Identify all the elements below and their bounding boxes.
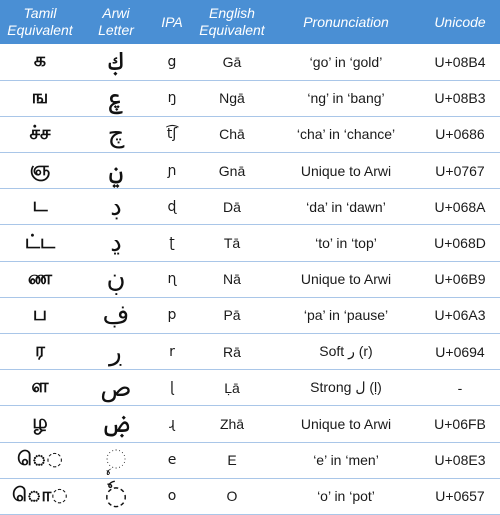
english-cell: E: [227, 452, 237, 469]
ipa-cell: ɳ: [167, 271, 177, 288]
pronunciation-cell: ‘pa’ in ‘pause’: [303, 307, 389, 324]
table-row: [0, 153, 500, 189]
arwi-cell: ࢳ: [108, 83, 124, 114]
english-cell: Chā: [219, 126, 245, 143]
ipa-cell: o: [167, 488, 177, 505]
english-cell: Gā: [222, 53, 242, 70]
table-row: [0, 478, 500, 514]
table-row: [0, 44, 500, 80]
tamil-cell: ட: [32, 194, 48, 217]
english-cell: Rā: [223, 343, 241, 360]
arwi-cell: ص: [100, 372, 132, 403]
table-row: [0, 442, 500, 478]
unicode-cell: U+0694: [435, 343, 485, 360]
tamil-cell: ப: [32, 302, 48, 325]
table-row: [0, 370, 500, 406]
pronunciation-cell: Unique to Arwi: [300, 415, 392, 432]
arwi-cell: ◌ࣣ: [105, 444, 127, 475]
header-english-equivalent: English Equivalent: [199, 5, 265, 38]
unicode-cell: U+08B4: [434, 53, 486, 70]
english-cell: Pā: [223, 307, 241, 324]
arwi-cell: ݧ: [108, 155, 124, 186]
unicode-cell: U+08B3: [434, 90, 486, 107]
ipa-cell: t͡ʃ: [166, 126, 178, 143]
tamil-cell: க: [33, 49, 47, 72]
arwi-cell: ڊ: [110, 191, 122, 222]
arwi-cell: ◌ٗ: [104, 481, 128, 512]
table-row: [0, 189, 500, 225]
table-row: [0, 334, 500, 370]
english-cell: O: [226, 488, 238, 505]
tamil-cell: ஞ: [29, 158, 51, 181]
ipa-cell: ɖ: [167, 198, 177, 215]
pronunciation-cell: ‘e’ in ‘men’: [313, 452, 379, 469]
ipa-cell: ɻ: [169, 415, 175, 432]
ipa-cell: p: [167, 307, 177, 324]
unicode-cell: U+06FB: [434, 415, 486, 432]
table-row: [0, 225, 500, 261]
pronunciation-cell: Unique to Arwi: [300, 162, 392, 179]
unicode-cell: U+06B9: [434, 271, 486, 288]
tamil-cell: ர: [35, 339, 45, 362]
header-ipa: IPA: [161, 13, 183, 30]
ipa-cell: g: [167, 53, 177, 70]
tamil-cell: ட்ட: [24, 230, 56, 253]
tamil-cell: ச்ச: [29, 121, 51, 144]
pronunciation-cell: ‘da’ in ‘dawn’: [306, 198, 386, 215]
pronunciation-cell: ‘go’ in ‘gold’: [309, 53, 383, 70]
english-cell: Ngā: [219, 90, 245, 107]
arwi-cell: ڣ: [102, 300, 130, 331]
pronunciation-cell: ‘ng’ in ‘bang’: [307, 90, 385, 107]
header-tamil-equivalent: Tamil Equivalent: [7, 5, 73, 38]
ipa-cell: r: [169, 343, 175, 360]
header-pronunciation: Pronunciation: [303, 13, 389, 30]
pronunciation-cell: ‘to’ in ‘top’: [315, 235, 377, 252]
unicode-cell: U+08E3: [434, 452, 486, 469]
pronunciation-cell: Strong ل (ḷ): [310, 379, 382, 396]
unicode-cell: -: [457, 379, 463, 396]
ipa-cell: ŋ: [167, 90, 177, 107]
ipa-cell: e: [167, 452, 177, 469]
header-arwi-letter: Arwi Letter: [98, 5, 134, 38]
unicode-cell: U+068A: [434, 198, 486, 215]
unicode-cell: U+068D: [434, 235, 486, 252]
arwi-cell: چ: [107, 119, 125, 150]
english-cell: Dā: [223, 198, 241, 215]
ipa-cell: ɭ: [170, 379, 174, 396]
arwi-cell: ڹ: [106, 264, 126, 295]
tamil-cell: ெ◌: [17, 447, 63, 470]
tamil-cell: ொ◌: [12, 483, 68, 506]
table-row: [0, 297, 500, 333]
english-cell: Zhā: [219, 415, 245, 432]
table-header: [0, 0, 500, 44]
english-cell: Ḷā: [224, 379, 240, 396]
pronunciation-cell: Unique to Arwi: [300, 271, 392, 288]
header-unicode: Unicode: [434, 13, 486, 30]
unicode-cell: U+0686: [435, 126, 485, 143]
arwi-cell: ڔ: [109, 336, 123, 367]
tamil-cell: ள: [31, 375, 49, 398]
table-row: [0, 261, 500, 297]
pronunciation-cell: ‘o’ in ‘pot’: [317, 488, 375, 505]
arwi-cell: ڍ: [110, 228, 122, 259]
table-body: [0, 44, 500, 514]
english-cell: Nā: [223, 271, 241, 288]
table-row: [0, 80, 500, 116]
tamil-cell: ண: [27, 266, 53, 289]
unicode-cell: U+0657: [435, 488, 485, 505]
arwi-cell: ࢴ: [108, 46, 124, 77]
pronunciation-cell: Soft ر (r): [319, 343, 373, 360]
arwi-cell: ۻ: [100, 408, 132, 439]
table-row: [0, 116, 500, 152]
table-row: [0, 406, 500, 442]
pronunciation-cell: ‘cha’ in ‘chance’: [296, 126, 396, 143]
unicode-cell: U+0767: [435, 162, 485, 179]
tamil-cell: ழ: [32, 411, 48, 434]
english-cell: Gnā: [218, 162, 246, 179]
ipa-cell: ʈ: [169, 235, 175, 252]
header-row: [0, 0, 500, 44]
english-cell: Tā: [223, 235, 241, 252]
ipa-cell: ɲ: [167, 162, 177, 179]
tamil-cell: ங: [31, 85, 49, 108]
unicode-cell: U+06A3: [434, 307, 486, 324]
